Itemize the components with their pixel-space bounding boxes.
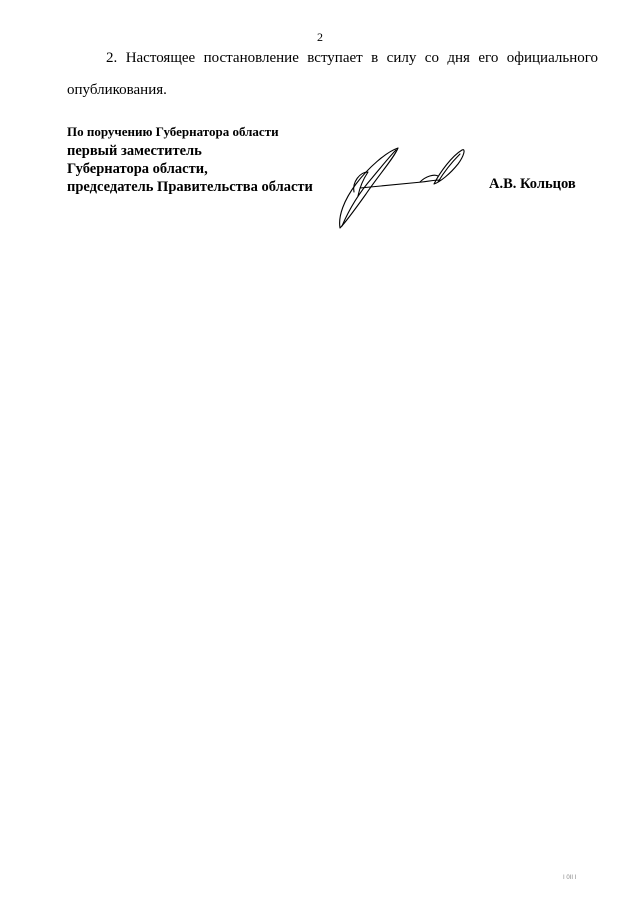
position-line-1: первый заместитель: [67, 143, 202, 159]
on-behalf-line: По поручению Губернатора области: [67, 124, 279, 139]
handwritten-signature-icon: [330, 142, 480, 232]
position-line-3: председатель Правительства области: [67, 179, 313, 195]
footer-code: I 0II I: [563, 875, 577, 881]
position-line-2: Губернатора области,: [67, 161, 208, 177]
signer-name: А.В. Кольцов: [489, 176, 576, 192]
signature-block: [67, 124, 367, 196]
page-number: 2: [317, 30, 323, 44]
paragraph-effective-date: 2. Настоящее постановление вступает в силу со дня его официального опубликования.: [67, 50, 598, 98]
